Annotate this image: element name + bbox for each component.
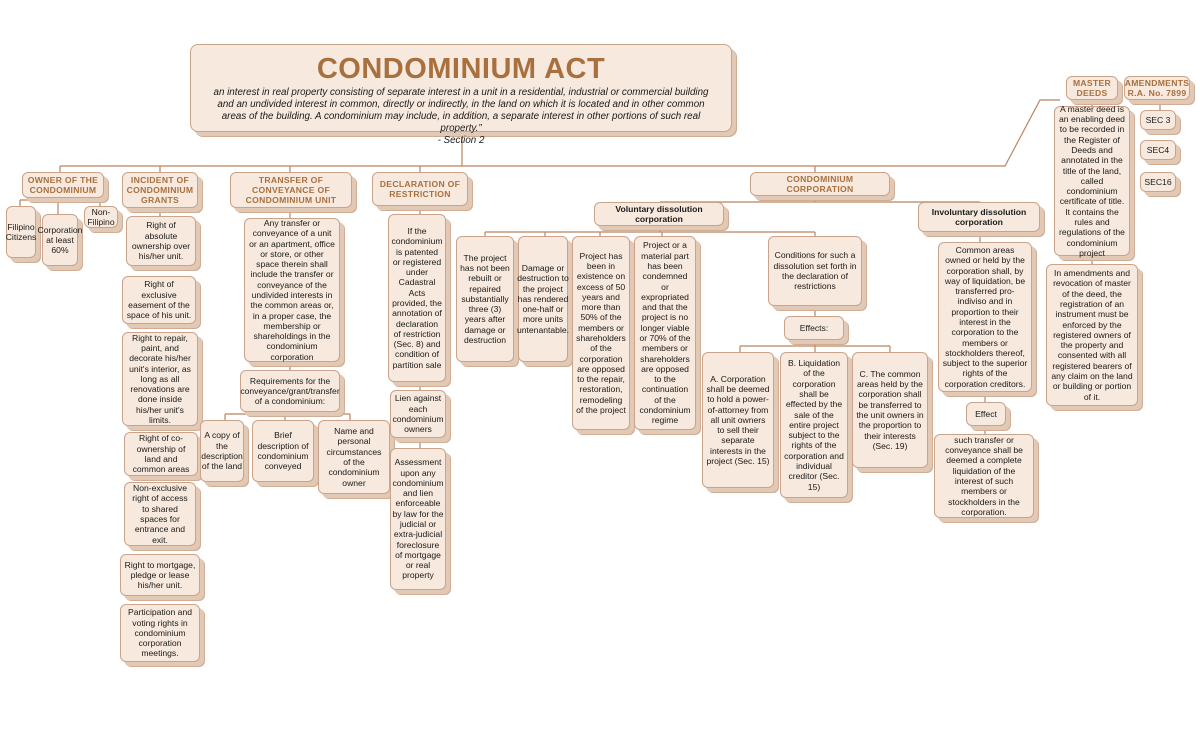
requirement-item: Name and personal circumstances of the condominium owner xyxy=(318,420,390,494)
corporation-header: CONDOMINIUM CORPORATION xyxy=(750,172,890,196)
owner-header: OWNER OF THE CONDOMINIUM xyxy=(22,172,104,198)
voluntary-effects: Effects: xyxy=(784,316,844,340)
voluntary-dissolution-title: Voluntary dissolution corporation xyxy=(594,202,724,226)
incident-item: Right to repair, paint, and decorate his/her unit's interior, as long as all renovations are done inside his/her unit's limits. xyxy=(122,332,198,426)
master-deeds-header: MASTER DEEDS xyxy=(1066,76,1118,100)
incident-item: Non-exclusive right of access to shared spaces for entrance and exit. xyxy=(124,482,196,546)
transfer-header: TRANSFER OF CONVEYANCE OF CONDOMINIUM UNIT xyxy=(230,172,352,208)
involuntary-description: Common areas owned or held by the corporation shall, by way of liquidation, be transferred pro-indiviso and in proportion to their interest in the corporation to the members or stockholders thereof, subject to the superior rights of the corporation creditors. xyxy=(938,242,1032,392)
incident-item: Right of absolute ownership over his/her unit. xyxy=(126,216,196,266)
voluntary-item: The project has not been rebuilt or repaired substantially three (3) years after damage or destruction xyxy=(456,236,514,362)
voluntary-conditions: Conditions for such a dissolution set forth in the declaration of restrictions xyxy=(768,236,862,306)
involuntary-effect: Effect xyxy=(966,402,1006,426)
requirement-item: Brief description of condominium conveyed xyxy=(252,420,314,482)
section-reference: - Section 2 xyxy=(437,135,485,146)
incident-item: Right of exclusive easement of the space of his unit. xyxy=(122,276,196,324)
effect-item: A. Corporation shall be deemed to hold a power-of-attorney from all unit owners to sell their separate interests in the project (Sec. 15) xyxy=(702,352,774,488)
declaration-description: If the condominium is patented or registered under Cadastral Acts provided, the annotation of declaration of restriction (Sec. 8) and condition of partition sale xyxy=(388,214,446,382)
requirement-item: A copy of the description of the land xyxy=(200,420,244,482)
owner-item-corporation: Corporation at least 60% xyxy=(42,214,78,266)
incident-header: INCIDENT OF CONDOMINIUM GRANTS xyxy=(122,172,198,208)
effect-item: B. Liquidation of the corporation shall be effected by the sale of the entire project subject to the rights of the corporation and individual creditor (Sec. 15) xyxy=(780,352,848,498)
declaration-assessment: Assessment upon any condominium and lien enforceable by law for the judicial or extra-judicial foreclosure of mortgage or real property xyxy=(390,448,446,590)
declaration-header: DECLARATION OF RESTRICTION xyxy=(372,172,468,206)
incident-item: Right to mortgage, pledge or lease his/her unit. xyxy=(120,554,200,596)
declaration-lien: Lien against each condominium owners xyxy=(390,390,446,438)
voluntary-item: Project has been in existence on excess of 50 years and more than 50% of the members or shareholders of the corporation are opposed to the repair, restoration, remodeling of the project xyxy=(572,236,630,430)
amendment-section: SEC16 xyxy=(1140,172,1176,192)
incident-item: Participation and voting rights in condominium corporation meetings. xyxy=(120,604,200,662)
voluntary-item: Project or a material part has been condemned or expropriated and that the project is no longer viable or 70% of the members or shareholders are opposed to the continuation of the condominium regime xyxy=(634,236,696,430)
owner-item-non-filipino: Non-Filipino xyxy=(84,206,118,228)
involuntary-dissolution-title: Involuntary dissolution corporation xyxy=(918,202,1040,232)
master-deed-amendments: In amendments and revocation of master of the deed, the registration of an instrument must be enforced by the registered owners of the property and consented with all registered bearers of any claim on the land or building or portion of it. xyxy=(1046,264,1138,406)
amendment-section: SEC4 xyxy=(1140,140,1176,160)
act-definition: an interest in real property consisting of separate interest in a unit in a residential, industrial or commercial building and an undivided interest in common, directly or indirectly, in the land on which it is located and in other common areas of the building. A condominium may include, in addition, a separate interest in other portions of such real property.” xyxy=(213,87,709,134)
title-box xyxy=(190,44,732,146)
voluntary-item: Damage or destruction to the project has rendered one-half or more units untenantable. xyxy=(518,236,568,362)
effect-item: C. The common areas held by the corporation shall be transferred to the unit owners in the proportion to their interests (Sec. 19) xyxy=(852,352,928,468)
involuntary-effect-description: such transfer or conveyance shall be deemed a complete liquidation of the interest of such members or stockholders in the corporation. xyxy=(934,434,1034,518)
incident-item: Right of co-ownership of land and common areas xyxy=(124,432,198,476)
amendment-section: SEC 3 xyxy=(1140,110,1176,130)
owner-item-filipino: Filipino Citizens xyxy=(6,206,36,258)
page-title: CONDOMINIUM ACT xyxy=(316,53,606,85)
amendments-header: AMENDMENTS R.A. No. 7899 xyxy=(1124,78,1190,98)
transfer-requirements: Requirements for the conveyance/grant/transfer of a condominium: xyxy=(240,370,340,412)
master-deed-description: A master deed is an enabling deed to be recorded in the Register of Deeds and annotated in the title of the land, called condominium certificate of title. It contains the rules and regulations of the condominium project xyxy=(1054,106,1130,256)
transfer-description: Any transfer or conveyance of a unit or an apartment, office or store, or other space therein shall include the transfer or conveyance of the undivided interests in the common areas or, in a proper case, the membership or shareholdings in the condominium corporation xyxy=(244,218,340,362)
